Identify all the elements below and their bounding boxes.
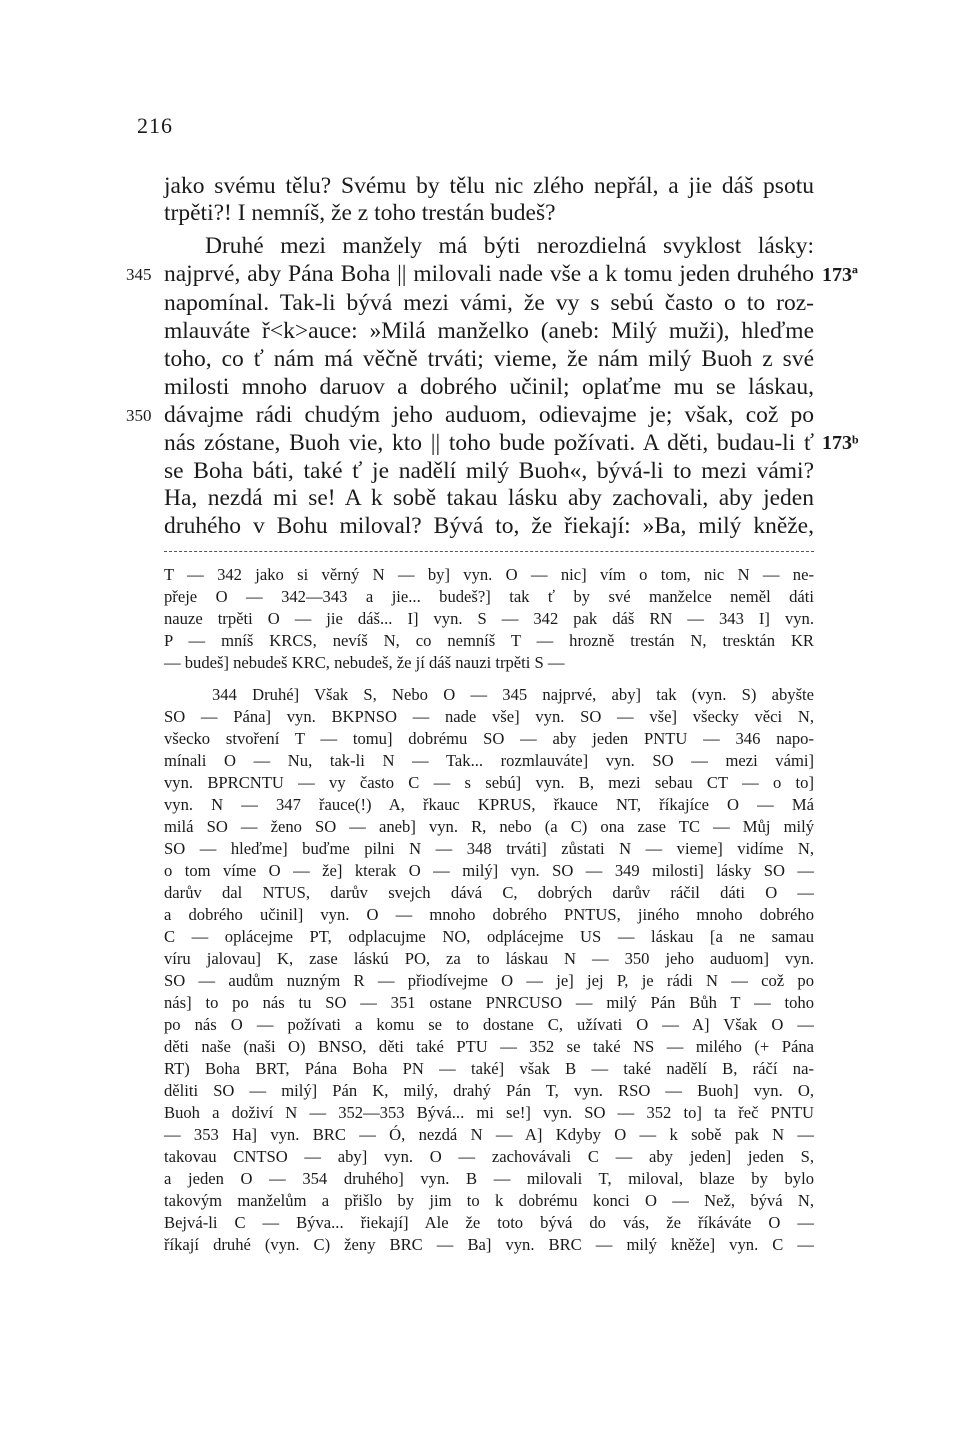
apparatus-line: SO — audům nuzným R — přiodívejme O — je] jej P, je rádi N — což po	[164, 971, 814, 990]
apparatus-line: SO — hleďme] buďme pilni N — 348 trváti] zůstati N — vieme] vidíme N,	[164, 839, 814, 858]
apparatus-line: o tom víme O — že] kterak O — milý] vyn. SO — 349 milosti] lásky SO —	[164, 861, 814, 880]
text-line: trpěti?! I nemníš, že z toho trestán budeš?	[164, 200, 556, 226]
apparatus-line: děliti SO — milý] Pán K, milý, drahý Pán T, vyn. RSO — Buoh] vyn. O,	[164, 1081, 814, 1100]
text-line: Druhé mezi manžely má býti nerozdielná svyklost lásky:	[205, 233, 814, 259]
apparatus-line: víru jalovau] K, zase láskú PO, za to láskau N — 350 jeho auduom] vyn.	[164, 949, 814, 968]
apparatus-line: takovým manželům a přišlo by jim to k dobrému konci O — Než, bývá N,	[164, 1191, 814, 1210]
text-line: milosti mnoho daruov a dobrého učinil; oplaťme mu se láskau,	[164, 374, 814, 400]
apparatus-line: po nás O — požívati a komu se to dostane C, užívati O — A] Však O —	[164, 1015, 814, 1034]
text-line: jako svému tělu? Svému by tělu nic zlého nepřál, a jie dáš psotu	[164, 173, 814, 199]
apparatus-line: vyn. N — 347 řauce(!) A, řkauc KPRUS, řkauce NT, říkajíce O — Má	[164, 795, 814, 814]
text-line: nás zóstane, Buoh vie, kto || toho bude požívati. A děti, budau-li ť	[164, 430, 814, 456]
apparatus-line: nás] to po nás tu SO — 351 ostane PNRCUSO — milý Pán Bůh T — toho	[164, 993, 814, 1012]
text-line: toho, co ť nám má věčně trváti; vieme, že nám milý Buoh z své	[164, 346, 814, 372]
text-line: najprvé, aby Pána Boha || milovali nade vše a k tomu jeden druhého	[164, 261, 814, 287]
line-number: 350	[126, 406, 152, 425]
apparatus-line: milá SO — ženo SO — aneb] vyn. R, nebo (a C) ona zase TC — Můj milý	[164, 817, 814, 836]
apparatus-line: a jeden O — 354 druhého] vyn. B — milovali T, miloval, blaze by bylo	[164, 1169, 814, 1188]
apparatus-line: přeje O — 342—343 a jie... budeš?] tak ť by své manželce neměl dáti	[164, 587, 814, 606]
apparatus-line: T — 342 jako si věrný N — by] vyn. O — nic] vím o tom, nic N — ne-	[164, 565, 814, 584]
apparatus-line: darův dal NTUS, darův svejch dává C, dobrých darův ráčil dáti O —	[164, 883, 814, 902]
margin-reference: 173ᵇ	[822, 432, 859, 454]
apparatus-line: Bejvá-li C — Býva... řiekají] Ale že toto bývá do vás, že říkáváte O —	[164, 1213, 814, 1232]
text-line: napomínal. Tak-li bývá mezi vámi, že vy s sebú často o to roz-	[164, 290, 814, 316]
apparatus-line: vyn. BPRCNTU — vy často C — s sebú] vyn. B, mezi sebau CT — o to]	[164, 773, 814, 792]
separator-rule	[164, 551, 814, 553]
apparatus-line: 344 Druhé] Však S, Nebo O — 345 najprvé, aby] tak (vyn. S) abyšte	[212, 685, 814, 704]
apparatus-line: říkají druhé (vyn. C) ženy BRC — Ba] vyn. BRC — milý kněže] vyn. C —	[164, 1235, 814, 1254]
text-line: druhého v Bohu miloval? Bývá to, že řiekají: »Ba, milý kněže,	[164, 513, 814, 539]
apparatus-line: SO — Pána] vyn. BKPNSO — nade vše] vyn. SO — vše] všecky věci N,	[164, 707, 814, 726]
apparatus-line: nauze trpěti O — jie dáš... I] vyn. S — 342 pak dáš RN — 343 I] vyn.	[164, 609, 814, 628]
apparatus-line: všecko stvoření T — tomu] dobrému SO — aby jeden PNTU — 346 napo-	[164, 729, 814, 748]
text-line: dávajme rádi chudým jeho auduom, odievajme je; však, což po	[164, 402, 814, 428]
apparatus-line: děti naše (naši O) BNSO, děti také PTU — 352 se také NS — milého (+ Pána	[164, 1037, 814, 1056]
apparatus-line: a dobrého učinil] vyn. O — mnoho dobrého PNTUS, jiného mnoho dobrého	[164, 905, 814, 924]
apparatus-line: mínali O — Nu, tak-li N — Tak... rozmlauváte] vyn. SO — mezi vámi]	[164, 751, 814, 770]
apparatus-line: takovau CNTSO — aby] vyn. O — zachovávali C — aby jeden] jeden S,	[164, 1147, 814, 1166]
text-line: mlauváte ř<k>auce: »Milá manželko (aneb: Milý muži), hleďme	[164, 318, 814, 344]
apparatus-line: Buoh a doživí N — 352—353 Bývá... mi se!] vyn. SO — 352 to] ta řeč PNTU	[164, 1103, 814, 1122]
line-number: 345	[126, 265, 152, 284]
apparatus-line: P — mníš KRCS, nevíš N, co nemníš T — hrozně trestán N, tresktán KR	[164, 631, 814, 650]
apparatus-line: — 353 Ha] vyn. BRC — Ó, nezdá N — A] Kdyby O — k sobě pak N —	[164, 1125, 814, 1144]
margin-reference: 173ª	[822, 264, 858, 286]
apparatus-line: C — oplácejme PT, odplacujme NO, odplácejme US — láskau [a ne samau	[164, 927, 814, 946]
page-number: 216	[137, 113, 173, 138]
apparatus-line: — budeš] nebudeš KRC, nebudeš, že jí dáš nauzi trpěti S —	[164, 653, 565, 672]
apparatus-line: RT) Boha BRT, Pána Boha PN — také] však B — také nadělí B, ráčí na-	[164, 1059, 814, 1078]
text-line: Ha, nezdá mi se! A k sobě takau lásku aby zachovali, aby jeden	[164, 485, 814, 511]
text-line: se Boha báti, také ť je nadělí milý Buoh«, bývá-li to mezi vámi?	[164, 458, 814, 484]
